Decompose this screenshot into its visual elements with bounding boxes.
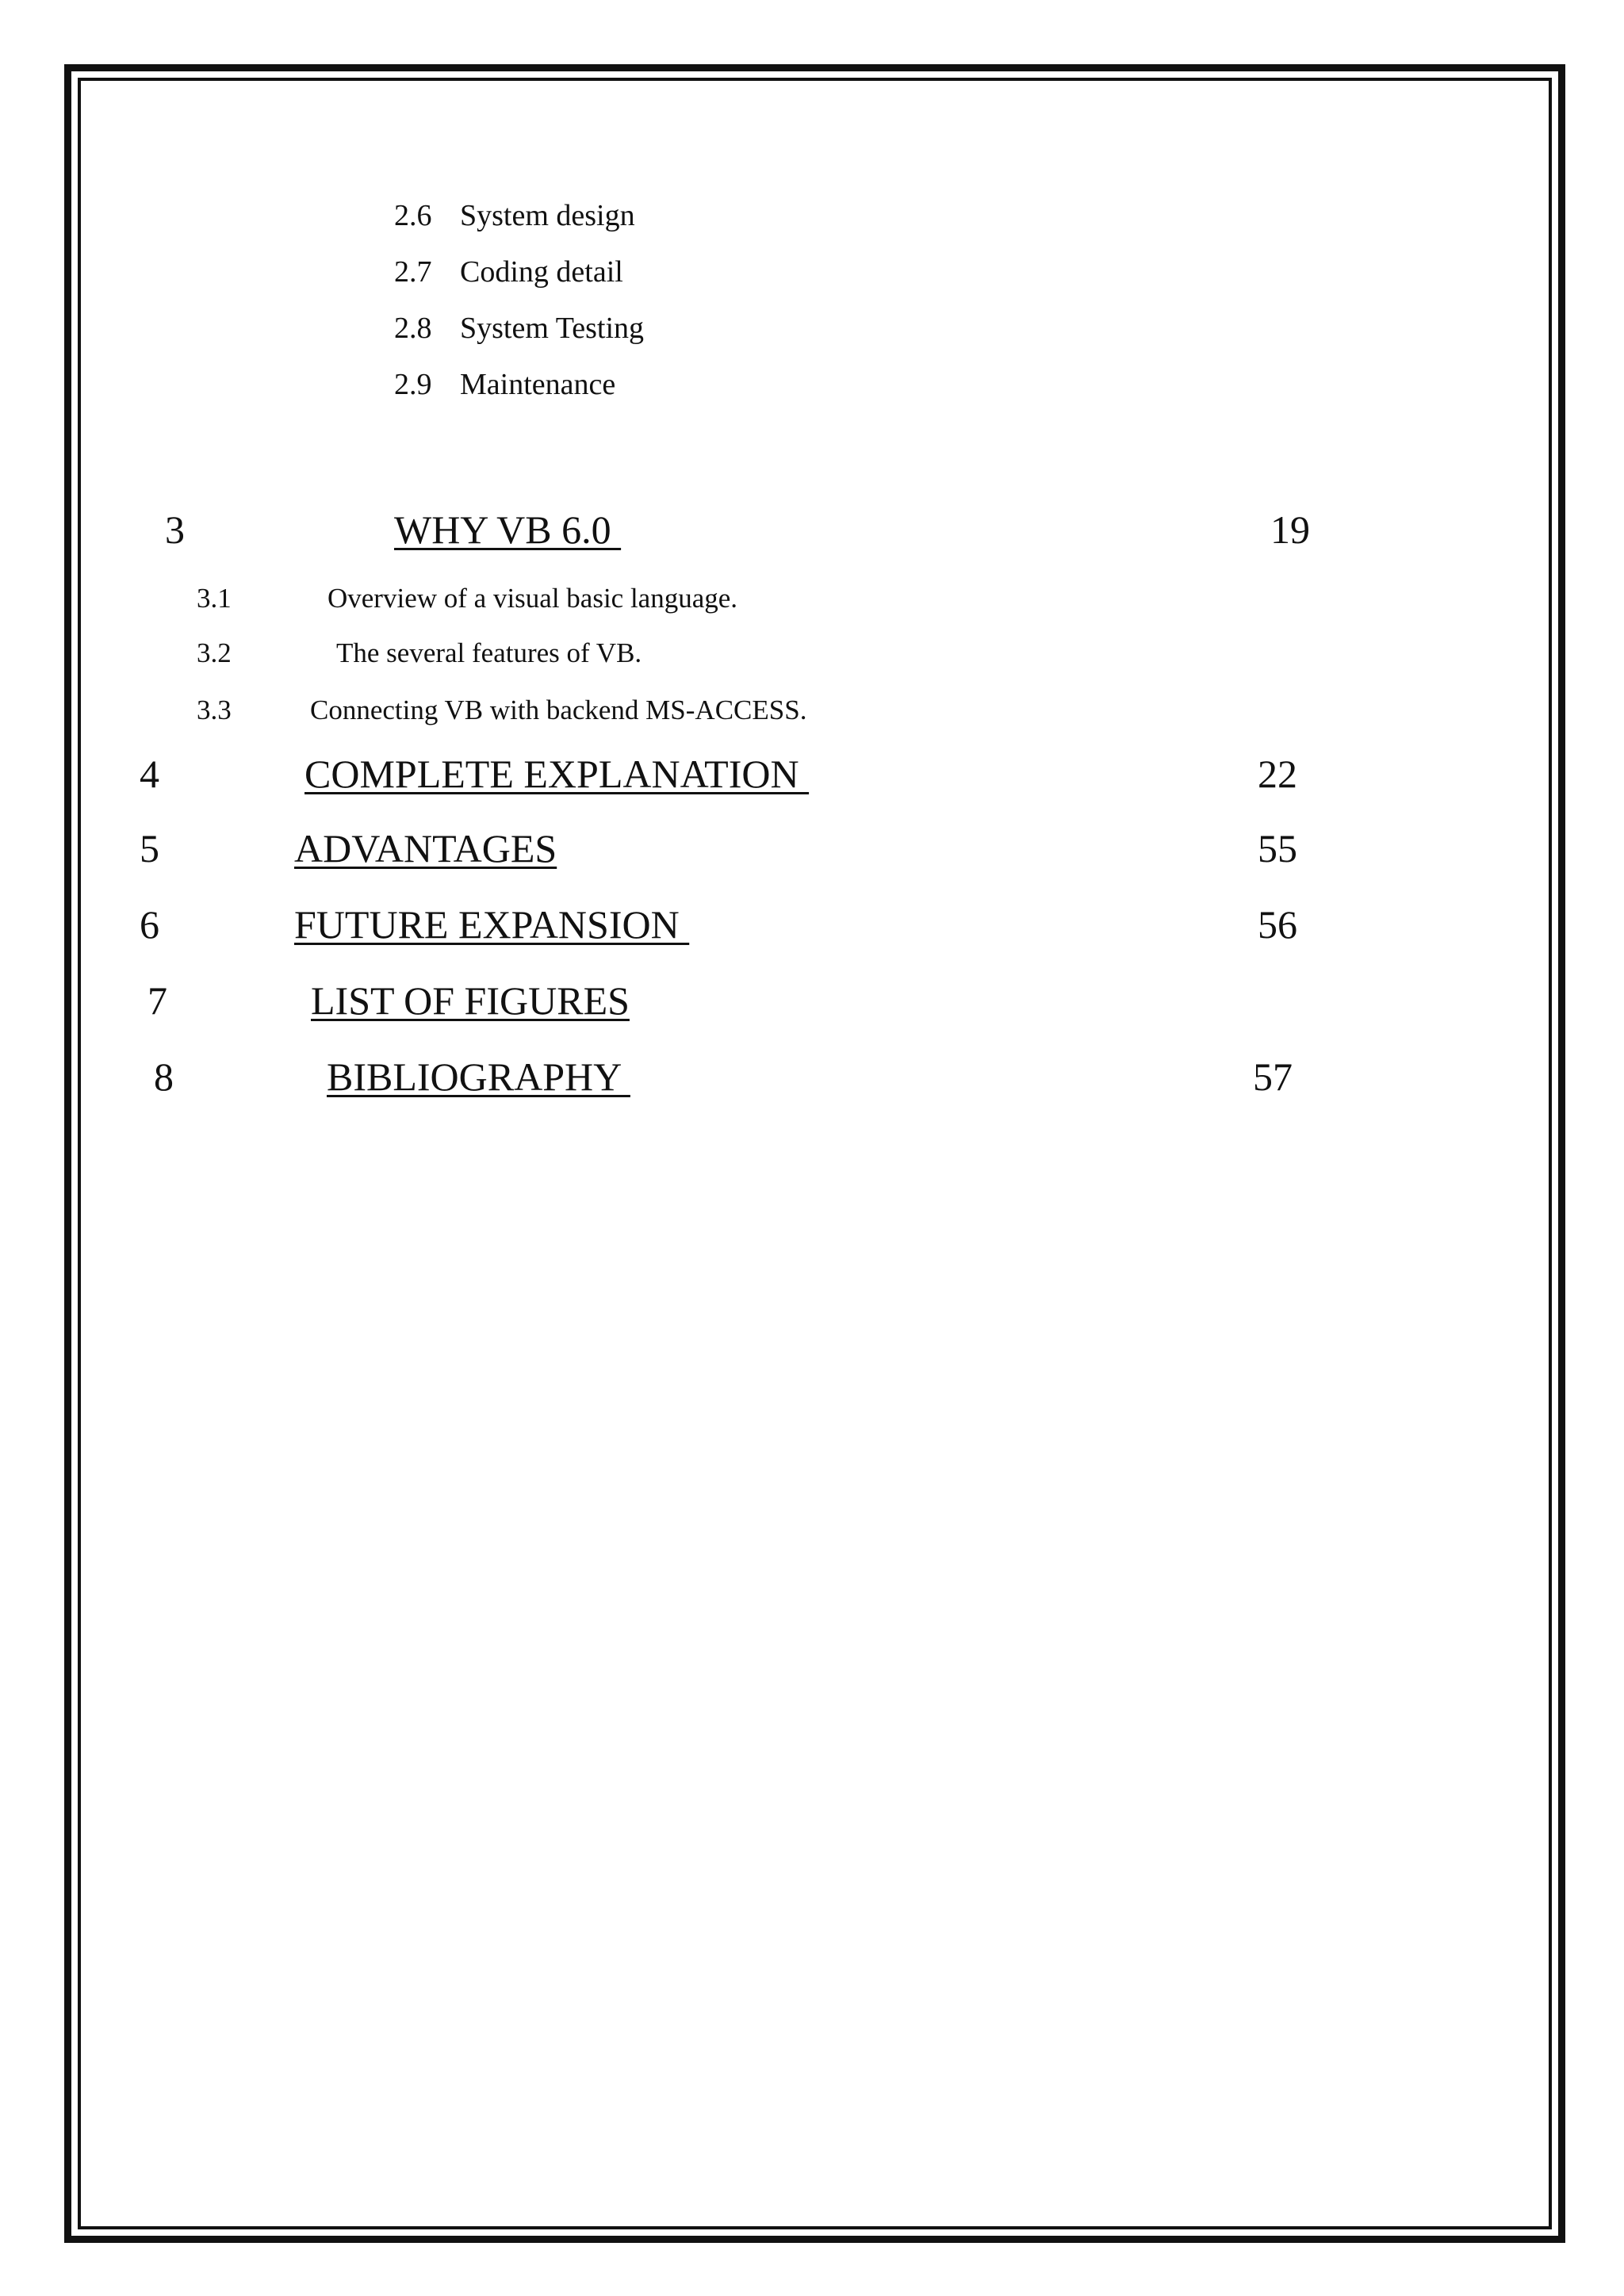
toc-sub-number: 2.8 <box>394 312 432 345</box>
toc-chapter-title: LIST OF FIGURES <box>311 978 630 1023</box>
page-border-inner <box>78 78 1552 2229</box>
toc-chapter-title: FUTURE EXPANSION <box>294 902 690 947</box>
toc-chapter-page: 57 <box>1253 1054 1293 1099</box>
toc-chapter-number: 7 <box>147 978 167 1023</box>
toc-chapter-title: WHY VB 6.0 <box>394 507 622 552</box>
toc-chapter-page: 55 <box>1258 826 1297 871</box>
toc-sub-title: System Testing <box>460 312 645 345</box>
toc-sub-title: Coding detail <box>460 255 623 289</box>
toc-chapter-title: BIBLIOGRAPHY <box>327 1054 630 1099</box>
toc-sub-title: The several features of VB. <box>336 637 642 668</box>
toc-sub-title: Connecting VB with backend MS-ACCESS. <box>310 695 807 725</box>
toc-chapter-title: ADVANTAGES <box>294 826 557 871</box>
toc-chapter-number: 4 <box>140 752 159 796</box>
toc-sub-title: Maintenance <box>460 368 616 401</box>
toc-chapter-number: 3 <box>165 507 185 552</box>
toc-sub-number: 3.2 <box>197 637 232 668</box>
toc-sub-number: 2.6 <box>394 199 432 232</box>
toc-sub-number: 2.7 <box>394 255 432 289</box>
toc-sub-title: Overview of a visual basic language. <box>327 583 738 614</box>
toc-sub-title: System design <box>460 199 635 232</box>
toc-chapter-number: 5 <box>140 826 159 871</box>
toc-sub-number: 3.3 <box>197 695 232 725</box>
toc-chapter-number: 6 <box>140 902 159 947</box>
toc-chapter-page: 56 <box>1258 902 1297 947</box>
toc-chapter-number: 8 <box>154 1054 174 1099</box>
toc-chapter-page: 22 <box>1258 752 1297 796</box>
toc-sub-number: 3.1 <box>197 583 232 614</box>
toc-chapter-page: 19 <box>1270 507 1310 552</box>
toc-sub-number: 2.9 <box>394 368 432 401</box>
toc-chapter-title: COMPLETE EXPLANATION <box>304 752 810 796</box>
